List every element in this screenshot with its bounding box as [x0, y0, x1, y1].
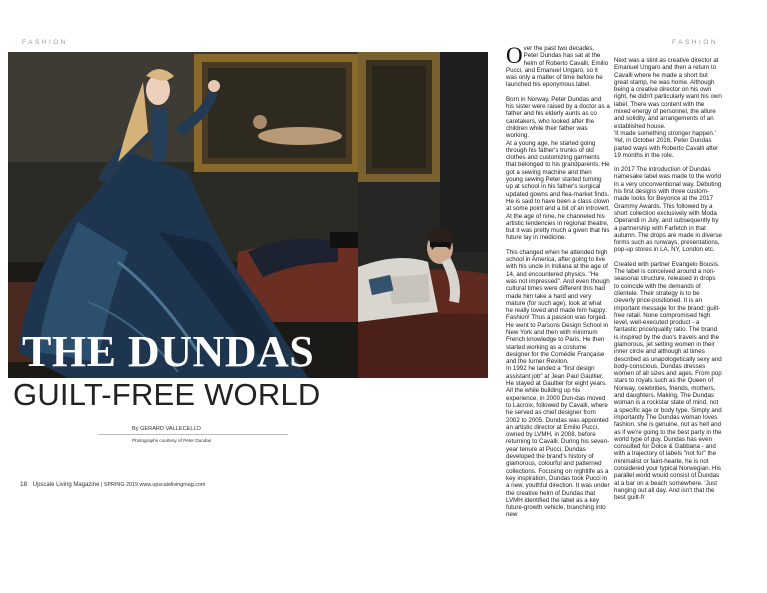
section-label-left: FASHION	[22, 39, 69, 46]
magazine-name: Upscale Living Magazine	[32, 482, 100, 488]
article-paragraph: Next was a stint as creative director at Emanuel Ungaro and then a return to Cavalli where he made a short but great stamp, he was home. Although being a creative director on his own right, he didn't particularly want his own label. There was content with the mixed energy of personnel, the allure and solidity, and arrangements of an established house. 'It made something stronger happen.' Yet, in October 2016, Peter Dundas parted ways with Roberto Cavalli after 19 months in the role.	[614, 57, 722, 159]
photo-right-illustration	[358, 52, 488, 378]
article-paragraph: Created with partner Evangelo Bousis. The label is conceived around a non-seasonal structure, released in drops to coincide with the demands of clientele. Their strategy is to be cleverly price-positioned. It is an important message for the brand: guilt-free retail. None compromised high level, well-executed product - a fantastic price/quality ratio. The brand is inspired by the duo's travels and the glamorous, jet setting women in their inner circle and although at times described as unapologetically sexy and body-conscious, Dundas dresses women of all sizes and ages. From pop stars to royals such as the Queen of Norway, celebrities, friends, mothers, and daughters. Making, The Dundas woman is a rockstar state of mind, not a specific age or body type. Simply and importantly The Dundas woman loves fashion, she is genuine, not as hell and as if we're going to the best party in the world type of guy. Dundas has even consulted for Dolce & Gabbana - and with a trajectory of labels "not for" the minimalist or faint-hearte, he is not considered your typical Norwegian. His parallel world would consist of Dundas at a bar on a beach somewhere. 'Just hanging out all day. And isn't that the best guilt-fr	[614, 260, 722, 502]
headline-title: THE DUNDAS	[22, 327, 315, 376]
page-folio	[20, 481, 205, 488]
paragraph-text: ver the past two decades, Peter Dundas has sat at the helm of Roberto Cavalli, Emilio Pucci, and Emanuel Ungaro, so it was only a matter of time before he launched his eponymous label.	[506, 45, 609, 89]
article-column-2	[614, 57, 722, 502]
article-paragraph: Born in Norway, Peter Dundas and his sister were raised by a doctor as a father and his elderly aunts as co caretakers, who looked after the children while their father was working. At a young age, he started going through his father's trunks of old clothes and customizing garments that belonged to his grandparents. He got a sewing machine and then young sewing Peter started turning up at school in his father's surgical updated gowns and flea-market finds. He is said to have been a class clown at some point and a bit of an introvert. At the age of nine, he channeled his artistic tendencies in regional theatre, but it was pretty much a given that his future lay in medicine.	[506, 95, 610, 242]
byline-divider	[98, 434, 288, 435]
drop-cap: O	[506, 43, 523, 68]
headline-subtitle: GUILT-FREE WORLD	[13, 377, 321, 412]
article-paragraph: This changed when he attended high school in America, after going to live with his uncle in Indiana at the age of 14, and encountered physics. "He was not impressed". And even though cultural times were different this had made him take a hard and very mature (for such age), look at what he really loved and made him happy: Fashion! Thus a passion was forged. He went to Parsons Design School in New York and then with minimum French knowledge to Paris. He then started working as a costume designer for the Comédie Française and the Iurner Revilon. In 1992 he landed a "first design assistant job" at Jean Paul Gaultier. He stayed at Gaultier for eight years. All the while building up his experience, in 2000 Dun-das moved to Lacroix, followed by Cavalli, where he served as chief designer from 2002 to 2005. Dundas was appointed an artistic director at Emilio Pucci, owned by LVMH, in 2008, before returning to Cavalli. During his seven-year tenure at Pucci, Dundas developed the brand's history of glamorous, colourful and patterned collections. Focusing on nightlife as a key inspiration, Dundas took Pucci in a new, youthful direction. It was under the creative helm of Dundas that LVMH identified the label as a key future-growth vehicle, branching into new	[506, 248, 610, 519]
page-number: 18	[20, 481, 28, 488]
folio-separator: |	[100, 482, 104, 488]
article-paragraph	[506, 45, 610, 89]
byline: By GERARD VALLECELLO	[132, 426, 201, 432]
article-column-1	[506, 45, 610, 517]
issue-info: SPRING 2019 www.upscalelivingmag.com	[103, 482, 206, 488]
fashion-photo-right	[358, 52, 488, 378]
photo-credit: Photographs courtesy of Peter Dundas	[132, 438, 212, 443]
section-label-right: FASHION	[672, 39, 719, 46]
article-paragraph: In 2017 The introduction of Dundas namesake label was made to the world in a very unconventional way. Debuting his first designs with three custom-made looks for Beyonce at the 2017 Grammy Awards. This followed by a short collection exclusively with Moda Operandi in July, and subsequently by a partnership with Farfetch in that autumn. The drops are made in diverse forms such as runways, presentations, pop-up stores in LA, NY, London etc.	[614, 166, 722, 254]
